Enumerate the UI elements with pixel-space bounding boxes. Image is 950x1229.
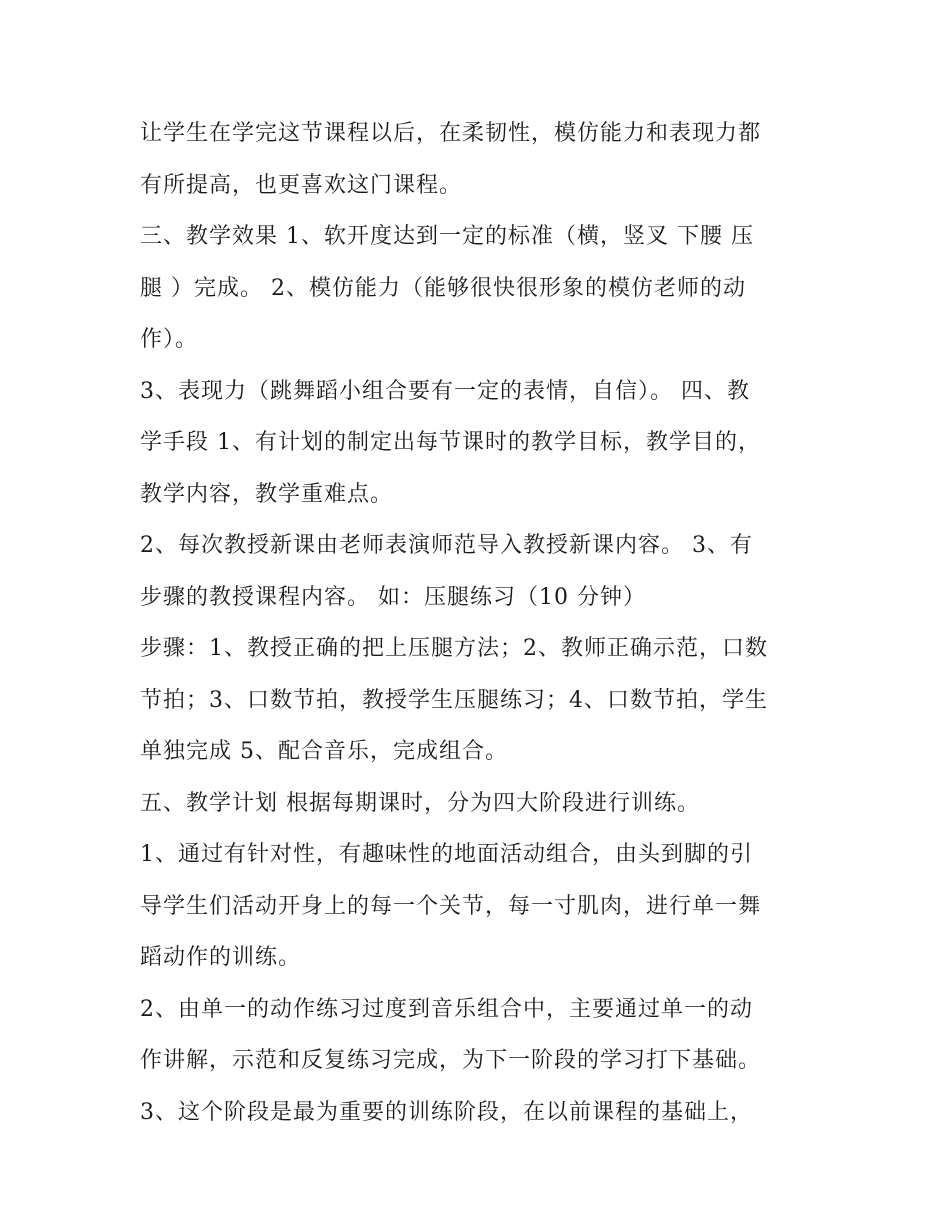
text-line: 腿 ）完成。 2、模仿能力（能够很快很形象的模仿老师的动 xyxy=(140,275,746,301)
text-line: 单独完成 5、配合音乐，完成组合。 xyxy=(140,739,508,764)
text-line: 学手段 1、有计划的制定出每节课时的教学目标，教学目的， xyxy=(140,430,761,455)
text-line: 1、通过有针对性，有趣味性的地面活动组合，由头到脚的引 xyxy=(140,842,753,867)
text-line: 五、教学计划 根据每期课时，分为四大阶段进行训练。 xyxy=(140,790,700,816)
text-line: 3、表现力（跳舞蹈小组合要有一定的表情，自信）。 四、教 xyxy=(140,378,750,404)
text-line: 步骤：1、教授正确的把上压腿方法；2、教师正确示范，口数 xyxy=(140,636,768,661)
document-body xyxy=(140,108,820,1138)
text-line: 作）。 xyxy=(140,327,199,352)
text-line: 蹈动作的训练。 xyxy=(140,945,302,970)
text-line: 有所提高，也更喜欢这门课程。 xyxy=(140,172,463,198)
text-line: 节拍；3、口数节拍，教授学生压腿练习；4、口数节拍，学生 xyxy=(140,687,768,713)
text-line: 作讲解，示范和反复练习完成，为下一阶段的学习打下基础。 xyxy=(140,1048,762,1073)
text-line: 2、由单一的动作练习过度到音乐组合中，主要通过单一的动 xyxy=(140,996,753,1022)
text-line: 三、教学效果 1、软开度达到一定的标准（横，竖叉 下腰 压 xyxy=(140,224,754,249)
text-line: 导学生们活动开身上的每一个关节，每一寸肌肉，进行单一舞 xyxy=(140,893,762,919)
text-line: 教学内容，教学重难点。 xyxy=(140,481,394,507)
text-line: 3、这个阶段是最为重要的训练阶段，在以前课程的基础上， xyxy=(140,1099,753,1125)
text-line: 步骤的教授课程内容。 如：压腿练习（10 分钟） xyxy=(140,584,646,610)
text-line: 让学生在学完这节课程以后，在柔韧性，模仿能力和表现力都 xyxy=(140,121,762,146)
text-line: 2、每次教授新课由老师表演师范导入教授新课内容。 3、有 xyxy=(140,533,753,558)
